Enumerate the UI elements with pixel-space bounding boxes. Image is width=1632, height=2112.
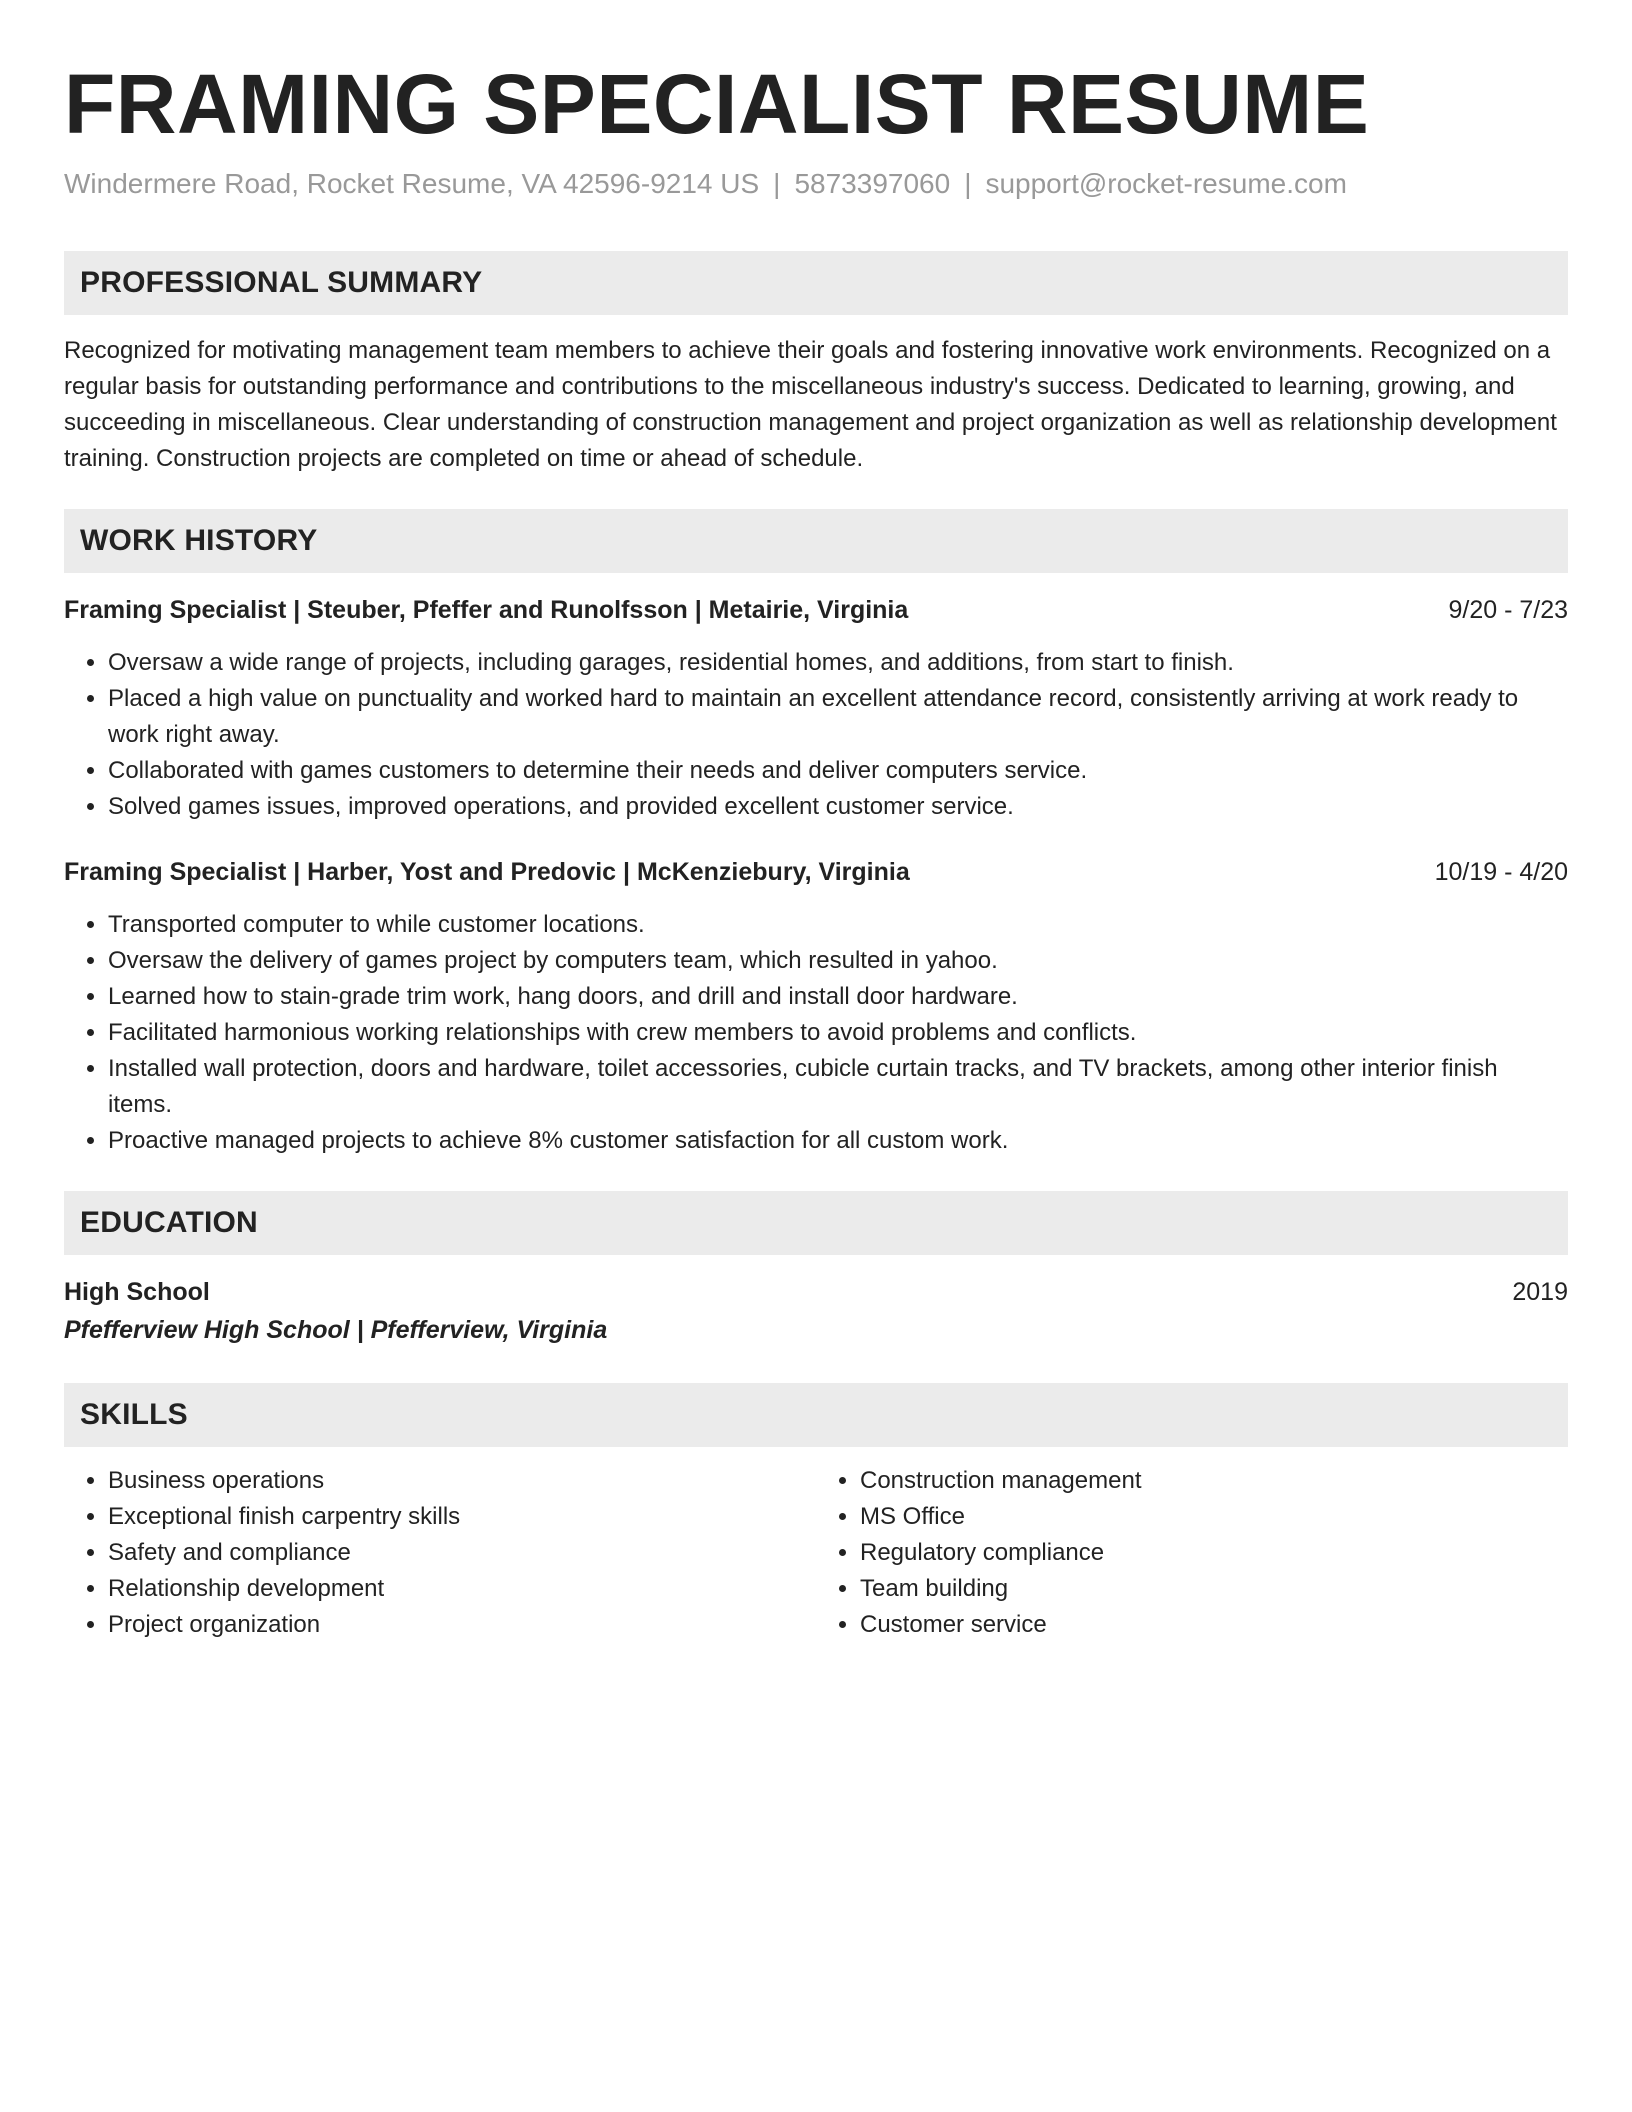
section-header-summary: PROFESSIONAL SUMMARY: [64, 251, 1568, 315]
contact-email: support@rocket-resume.com: [985, 168, 1347, 199]
job-bullet: • Proactive managed projects to achieve 8% customer satisfaction for all custom work.: [108, 1123, 1568, 1159]
section-header-work-history: WORK HISTORY: [64, 509, 1568, 573]
skill-item: • Customer service: [860, 1607, 1568, 1643]
education-entry: [64, 1273, 1568, 1349]
education-degree: High School: [64, 1278, 210, 1306]
job-dates: 10/19 - 4/20: [1434, 858, 1568, 886]
section-header-skills: SKILLS: [64, 1383, 1568, 1447]
skill-item: • Relationship development: [108, 1571, 816, 1607]
summary-text: Recognized for motivating management team members to achieve their goals and fostering innovative work environments. Recognized on a regular basis for outstanding performance and contributions to the miscellaneous industry's success. Dedicated to learning, growing, and succeeding in miscellaneous. Clear understanding of construction management and project organization as well as relationship development training. Construction projects are completed on time or ahead of schedule.: [64, 337, 1557, 472]
job-bullet: • Collaborated with games customers to determine their needs and deliver computers service.: [108, 753, 1568, 789]
education-school: Pfefferview High School | Pfefferview, Virginia: [64, 1316, 608, 1344]
job-bullet: • Solved games issues, improved operations, and provided excellent customer service.: [108, 789, 1568, 825]
contact-phone: 5873397060: [794, 168, 951, 199]
job-bullets: [64, 907, 1568, 1159]
skill-item: • Safety and compliance: [108, 1535, 816, 1571]
job-title: Framing Specialist | Steuber, Pfeffer and Runolfsson | Metairie, Virginia: [64, 596, 909, 624]
contact-separator: |: [773, 168, 781, 199]
skill-item: • Business operations: [108, 1463, 816, 1499]
job-bullet: • Facilitated harmonious working relationships with crew members to avoid problems and conflicts.: [108, 1015, 1568, 1051]
job-header: [64, 855, 1568, 889]
section-header-education: EDUCATION: [64, 1191, 1568, 1255]
job-bullet: • Oversaw a wide range of projects, including garages, residential homes, and additions, from start to finish.: [108, 645, 1568, 681]
education-year: 2019: [1512, 1278, 1568, 1306]
job-bullet: • Oversaw the delivery of games project by computers team, which resulted in yahoo.: [108, 943, 1568, 979]
job-entry: [64, 855, 1568, 1159]
education-row: [64, 1273, 1568, 1311]
skill-item: • MS Office: [860, 1499, 1568, 1535]
contact-address: Windermere Road, Rocket Resume, VA 42596-9214 US: [64, 168, 760, 199]
contact-line: [64, 168, 1568, 200]
job-bullet: • Learned how to stain-grade trim work, hang doors, and drill and install door hardware.: [108, 979, 1568, 1015]
job-bullet: • Transported computer to while customer locations.: [108, 907, 1568, 943]
job-header: [64, 593, 1568, 627]
job-bullets: [64, 645, 1568, 825]
skills-column-left: [64, 1463, 816, 1643]
skill-item: • Construction management: [860, 1463, 1568, 1499]
job-bullet: • Installed wall protection, doors and hardware, toilet accessories, cubicle curtain tracks, and TV brackets, among other interior finish items.: [108, 1051, 1568, 1123]
skill-item: • Exceptional finish carpentry skills: [108, 1499, 816, 1535]
resume-title: FRAMING SPECIALIST RESUME: [64, 57, 1370, 151]
skills-column-right: [816, 1463, 1568, 1643]
skills-list: [64, 1463, 1568, 1643]
job-bullet: • Placed a high value on punctuality and worked hard to maintain an excellent attendance record, consistently arriving at work ready to work right away.: [108, 681, 1568, 753]
skill-item: • Project organization: [108, 1607, 816, 1643]
skill-item: • Team building: [860, 1571, 1568, 1607]
job-dates: 9/20 - 7/23: [1448, 596, 1568, 624]
job-title: Framing Specialist | Harber, Yost and Predovic | McKenziebury, Virginia: [64, 858, 910, 886]
job-entry: [64, 593, 1568, 825]
skill-item: • Regulatory compliance: [860, 1535, 1568, 1571]
contact-separator: |: [964, 168, 972, 199]
